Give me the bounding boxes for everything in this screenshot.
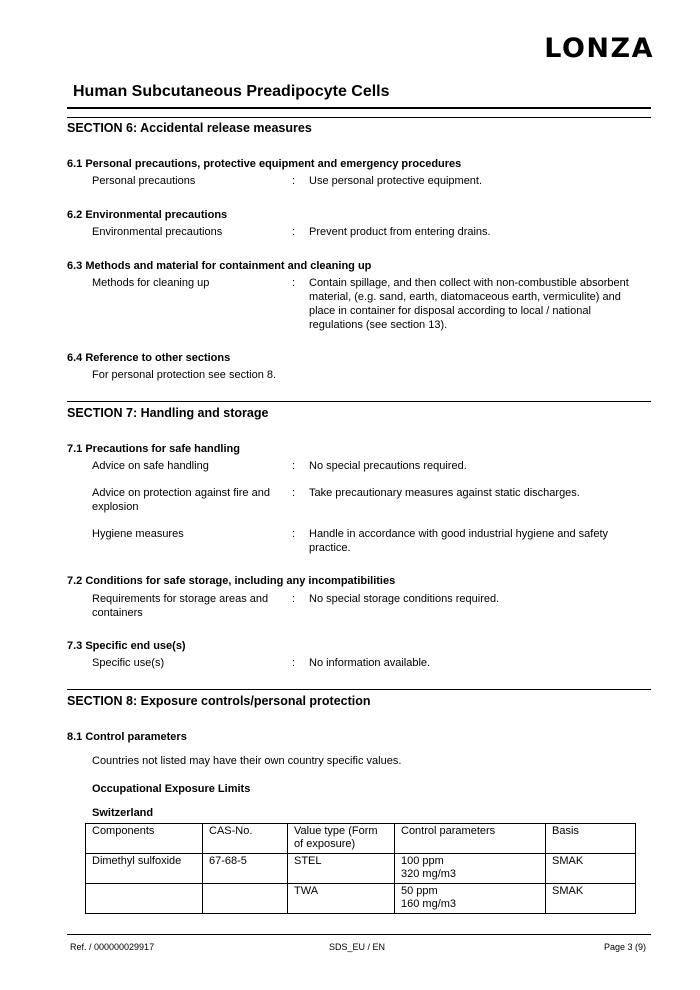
subsection-6-4-title: 6.4 Reference to other sections [67,352,231,364]
table-cell: 67-68-5 [203,854,288,884]
table-cell: 50 ppm 160 mg/m3 [395,884,546,914]
section-8-title: SECTION 8: Exposure controls/personal protection [67,694,371,708]
table-cell: 100 ppm 320 mg/m3 [395,854,546,884]
document-title: Human Subcutaneous Preadipocyte Cells [73,83,390,100]
subsection-6-3-title: 6.3 Methods and material for containment and cleaning up [67,260,372,272]
row-value: No special storage conditions required. [309,593,500,605]
column-header: Basis [546,824,636,854]
section-7-rule [67,401,651,402]
table-cell: STEL [288,854,395,884]
row-colon: : [292,657,296,669]
country-note: Countries not listed may have their own country specific values. [92,755,402,767]
subsection-7-2-title: 7.2 Conditions for safe storage, including any incompatibilities [67,575,396,587]
row-label: Methods for cleaning up [92,277,210,289]
footer-page-number: Page 3 (9) [603,942,646,952]
table-row [86,854,636,884]
table-cell [203,884,288,914]
subsection-8-1-title: 8.1 Control parameters [67,731,187,743]
column-header: CAS-No. [203,824,288,854]
table-row [86,884,636,914]
row-label: Environmental precautions [92,226,223,238]
header-rule [67,107,651,109]
row-colon: : [292,593,296,605]
subsection-7-1-title: 7.1 Precautions for safe handling [67,443,240,455]
row-value: No special precautions required. [309,460,467,472]
table-cell: SMAK [546,854,636,884]
subsection-6-1-title: 6.1 Personal precautions, protective equipment and emergency procedures [67,158,462,170]
column-header: Value type (Form of exposure) [288,824,395,854]
section-7-title: SECTION 7: Handling and storage [67,406,269,420]
row-value: Take precautionary measures against static discharges. [309,487,580,499]
table-cell: SMAK [546,884,636,914]
row-colon: : [292,487,296,499]
lonza-logo: LONZA [544,33,654,64]
row-value: Use personal protective equipment. [309,175,483,187]
section-6-title: SECTION 6: Accidental release measures [67,121,312,135]
row-colon: : [292,277,296,289]
section-6-rule [67,117,651,118]
row-colon: : [292,528,296,540]
table-cell: Dimethyl sulfoxide [86,854,203,884]
row-label: Specific use(s) [92,657,165,669]
footer-rule [67,934,651,935]
column-header: Components [86,824,203,854]
row-label: Advice on protection against fire and explosion [92,487,270,513]
table-header-row [86,824,636,854]
row-colon: : [292,226,296,238]
table-cell [86,884,203,914]
row-value: Handle in accordance with good industrial hygiene and safety practice. [309,528,609,554]
section-8-rule [67,689,651,690]
row-label: Requirements for storage areas and containers [92,593,269,619]
exposure-limits-table [85,823,636,914]
oel-heading: Occupational Exposure Limits [92,783,251,795]
footer-ref: Ref. / 000000029917 [70,942,155,952]
column-header: Control parameters [395,824,546,854]
country-heading: Switzerland [92,807,154,819]
row-value: No information available. [309,657,431,669]
row-value: Contain spillage, and then collect with non-combustible absorbent material, (e.g. sand, earth, diatomaceous earth, vermiculite) and place in container for disposal according to local / national regulations (see section 13). [309,277,629,331]
row-colon: : [292,175,296,187]
subsection-7-3-title: 7.3 Specific end use(s) [67,640,186,652]
row-value: Prevent product from entering drains. [309,226,491,238]
row-label: Advice on safe handling [92,460,209,472]
row-label: Personal precautions [92,175,196,187]
footer-doc-id: SDS_EU / EN [329,942,386,952]
subsection-6-2-title: 6.2 Environmental precautions [67,209,228,221]
row-label: Hygiene measures [92,528,184,540]
table-cell: TWA [288,884,395,914]
row-colon: : [292,460,296,472]
reference-text: For personal protection see section 8. [92,369,277,381]
